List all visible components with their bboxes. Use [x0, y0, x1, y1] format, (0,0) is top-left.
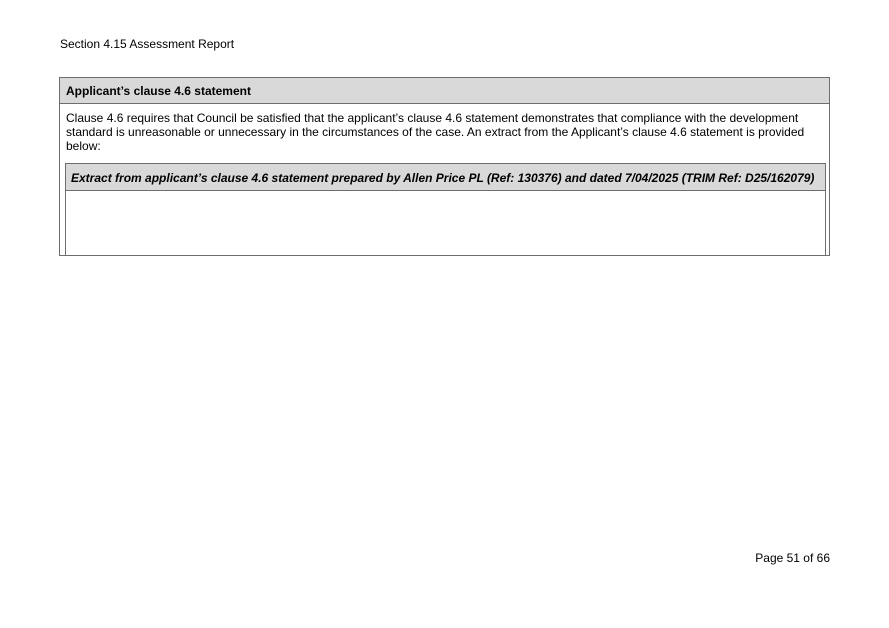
extract-table — [65, 163, 826, 256]
clause-description-text: Clause 4.6 requires that Council be satisfied that the applicant’s clause 4.6 statement demonstrates that compliance with the development standard is unreasonable or unnecessary in the circumstances of the case. An extract from the Applicant’s clause 4.6 statement is provided below: — [66, 111, 805, 153]
clause-4-6-table — [59, 77, 830, 256]
extract-content-area — [66, 191, 825, 256]
running-header: Section 4.15 Assessment Report — [60, 37, 235, 51]
page-number: Page 51 of 66 — [755, 551, 830, 565]
clause-table-heading: Applicant’s clause 4.6 statement — [60, 78, 829, 104]
clause-table-body — [60, 104, 829, 153]
extract-table-heading: Extract from applicant’s clause 4.6 statement prepared by Allen Price PL (Ref: 130376) and dated 7/04/2025 (TRIM Ref: D25/162079) — [66, 164, 825, 191]
